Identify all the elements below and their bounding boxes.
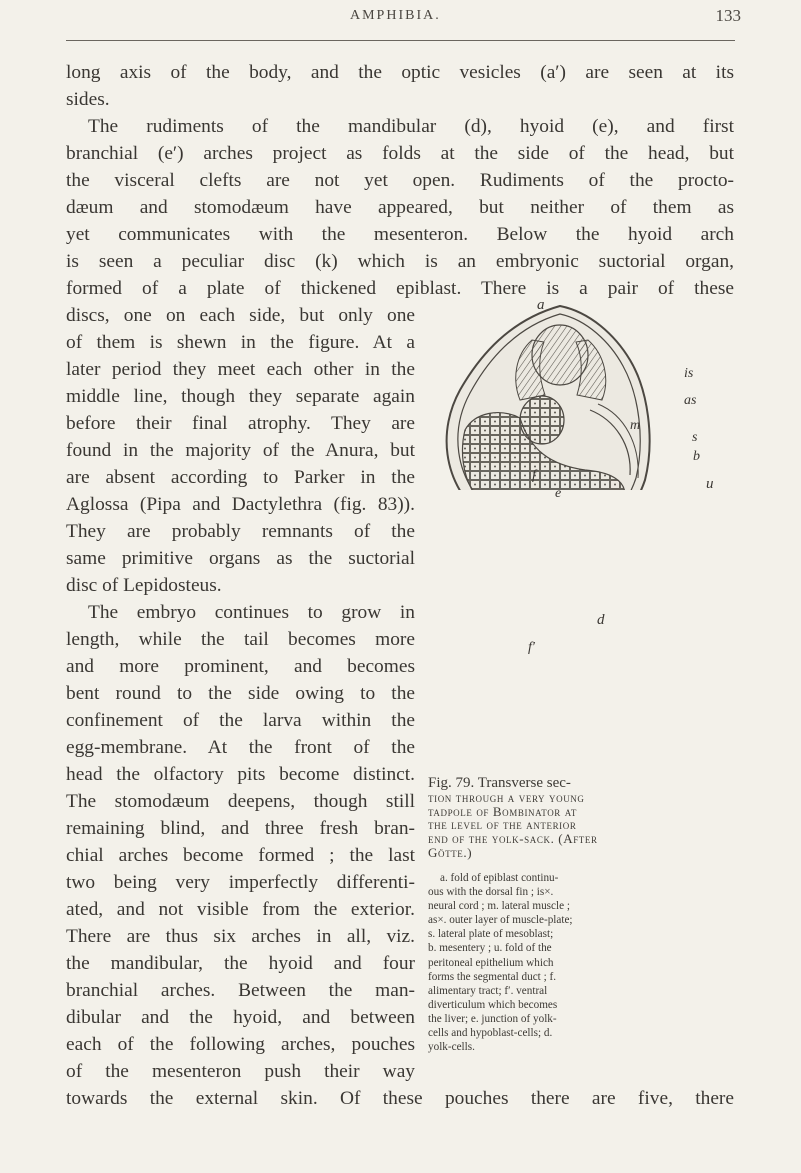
fig-label-is: is: [684, 366, 694, 381]
fig-label-f: f: [532, 468, 536, 483]
body-line: same primitive organs as the suctorial: [66, 548, 415, 569]
caption-line: ous with the dorsal fin ; is×.: [428, 886, 554, 899]
figure-caption-title: [428, 777, 730, 860]
fig-label-b: b: [693, 449, 700, 464]
body-line: They are probably remnants of the: [66, 521, 415, 542]
body-line: chial arches become formed ; the last: [66, 845, 415, 866]
body-line: egg-membrane. At the front of the: [66, 737, 415, 758]
caption-line: tion through a very young: [428, 789, 585, 805]
body-line: There are thus six arches in all, viz.: [66, 926, 415, 947]
caption-line: neural cord ; m. lateral muscle ;: [428, 900, 570, 913]
body-line: of them is shewn in the figure. At a: [66, 332, 415, 353]
caption-line: forms the segmental duct ; f.: [428, 970, 557, 983]
fig-label-a: a: [537, 297, 545, 313]
caption-line: cells and hypoblast-cells; d.: [428, 1027, 553, 1040]
body-line: remaining blind, and three fresh bran-: [66, 818, 415, 839]
body-line: length, while the tail becomes more: [66, 629, 415, 650]
fig-label-s: s: [692, 430, 698, 445]
body-line: bent round to the side owing to the: [66, 683, 415, 704]
fig-label-u: u: [706, 476, 714, 492]
caption-line: alimentary tract; f′. ventral: [428, 984, 548, 997]
body-line: discs, one on each side, but only one: [66, 305, 415, 326]
body-line: branchial (e′) arches project as folds at the side of the head, but: [66, 143, 734, 164]
fig-label-f-prime: f′: [528, 640, 535, 655]
page-number: 133: [715, 6, 741, 25]
caption-line: the level of the anterior: [428, 817, 577, 833]
body-line: yet communicates with the mesenteron. Below the hyoid arch: [66, 224, 734, 245]
fig-label-m: m: [630, 418, 641, 433]
body-line: before their final atrophy. They are: [66, 413, 415, 434]
body-line: found in the majority of the Anura, but: [66, 440, 415, 461]
body-line: two being very imperfectly differenti-: [66, 872, 415, 893]
body-line: of the mesenteron push their way: [66, 1061, 415, 1082]
body-line: branchial arches. Between the man-: [66, 980, 415, 1001]
body-line: dæum and stomodæum have appeared, but neither of them as: [66, 197, 734, 218]
body-line: are absent according to Parker in the: [66, 467, 415, 488]
body-line: The embryo continues to grow in: [88, 602, 415, 623]
caption-line: a. fold of epiblast continu-: [440, 872, 559, 884]
running-title: AMPHIBIA.: [350, 8, 441, 23]
body-line: and more prominent, and becomes: [66, 656, 415, 677]
caption-line: diverticulum which becomes: [428, 998, 558, 1011]
body-line: The stomodæum deepens, though still: [66, 791, 415, 812]
body-line: head the olfactory pits become distinct.: [66, 764, 415, 785]
body-line: later period they meet each other in the: [66, 359, 415, 380]
body-line: towards the external skin. Of these pouches there are five, there: [66, 1088, 734, 1109]
body-line: dibular and the hyoid, and between: [66, 1007, 415, 1028]
body-line: confinement of the larva within the: [66, 710, 415, 731]
body-line: the visceral clefts are not yet open. Rudiments of the procto-: [66, 170, 734, 191]
caption-line: peritoneal epithelium which: [428, 956, 554, 969]
caption-line: Fig. 79. Transverse sec-: [428, 775, 571, 791]
fig-label-e: e: [555, 486, 562, 501]
body-line: ated, and not visible from the exterior.: [66, 899, 415, 920]
body-line: disc of Lepidosteus.: [66, 575, 222, 596]
caption-line: Götte.): [428, 844, 473, 860]
body-line: The rudiments of the mandibular (d), hyoid (e), and first: [88, 116, 734, 137]
caption-line: yolk-cells.: [428, 1041, 475, 1054]
fig-label-as: as: [684, 393, 697, 408]
body-line: is seen a peculiar disc (k) which is an embryonic suctorial organ,: [66, 251, 734, 272]
body-line: formed of a plate of thickened epiblast. There is a pair of these: [66, 278, 734, 299]
header-rule: [66, 40, 735, 41]
caption-line: tadpole of Bombinator at: [428, 803, 577, 819]
caption-line: s. lateral plate of mesoblast;: [428, 928, 554, 941]
body-line: each of the following arches, pouches: [66, 1034, 415, 1055]
caption-line: b. mesentery ; u. fold of the: [428, 942, 552, 955]
body-line: middle line, though they separate again: [66, 386, 415, 407]
body-line: sides.: [66, 89, 110, 110]
body-line: long axis of the body, and the optic vesicles (a′) are seen at its: [66, 62, 734, 83]
body-line: the mandibular, the hyoid and four: [66, 953, 415, 974]
fig-label-d: d: [597, 612, 605, 628]
figure-79-illustration: [420, 300, 720, 490]
figure-caption-body: [428, 871, 730, 1054]
caption-line: end of the yolk-sack. (After: [428, 831, 598, 847]
caption-line: as×. outer layer of muscle-plate;: [428, 914, 573, 927]
body-line: Aglossa (Pipa and Dactylethra (fig. 83)).: [66, 494, 415, 515]
caption-line: the liver; e. junction of yolk-: [428, 1012, 557, 1025]
running-head: [0, 6, 801, 36]
